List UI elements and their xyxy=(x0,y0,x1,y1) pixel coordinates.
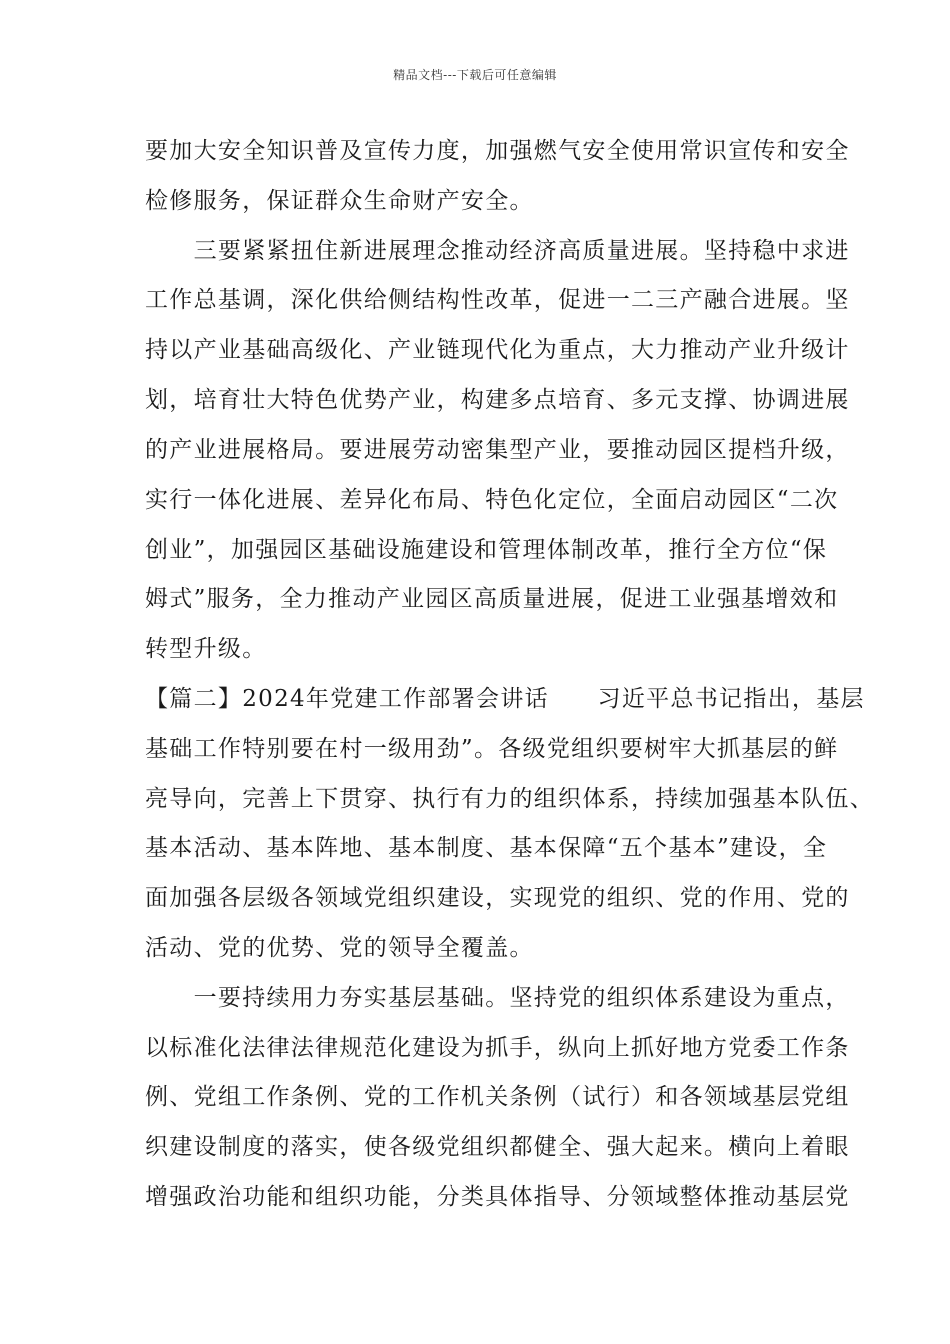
text-line: 姆式”服务，全力推动产业园区高质量进展，促进工业强基增效和 xyxy=(145,586,839,612)
text-line: 的产业进展格局。要进展劳动密集型产业，要推动园区提档升级， xyxy=(145,437,850,463)
text-line: 基本活动、基本阵地、基本制度、基本保障“五个基本”建设，全 xyxy=(145,835,828,861)
text-line: 亮导向，完善上下贯穿、执行有力的组织体系，持续加强基本队伍、 xyxy=(145,786,874,812)
text-line: 转型升级。 xyxy=(145,636,267,662)
text-line: 创业”，加强园区基础设施建设和管理体制改革，推行全方位“保 xyxy=(145,537,828,563)
text-line: 面加强各层级各领域党组织建设，实现党的组织、党的作用、党的 xyxy=(145,885,850,911)
text-line: 织建设制度的落实，使各级党组织都健全、强大起来。横向上着眼 xyxy=(145,1134,850,1160)
text-line: 基础工作特别要在村一级用劲”。各级党组织要树牢大抓基层的鲜 xyxy=(145,736,839,762)
text-line: 增强政治功能和组织功能，分类具体指导、分领域整体推动基层党 xyxy=(145,1184,850,1210)
text-line: 持以产业基础高级化、产业链现代化为重点，大力推动产业升级计 xyxy=(145,337,850,363)
text-line: 划，培育壮大特色优势产业，构建多点培育、多元支撑、协调进展 xyxy=(145,387,850,413)
text-line: 例、党组工作条例、党的工作机关条例（试行）和各领域基层党组 xyxy=(145,1084,850,1110)
text-line: 检修服务，保证群众生命财产安全。 xyxy=(145,188,534,214)
text-line: 工作总基调，深化供给侧结构性改革，促进一二三产融合进展。坚 xyxy=(145,287,850,313)
text-line: 要加大安全知识普及宣传力度，加强燃气安全使用常识宣传和安全 xyxy=(145,138,850,164)
text-line: 三要紧紧扭住新进展理念推动经济高质量进展。坚持稳中求进 xyxy=(145,238,850,264)
text-line: 一要持续用力夯实基层基础。坚持党的组织体系建设为重点， xyxy=(145,985,850,1011)
section-heading-line: 【篇二】2024年党建工作部署会讲话 习近平总书记指出，基层 xyxy=(145,686,865,712)
text-line: 实行一体化进展、差异化布局、特色化定位，全面启动园区“二次 xyxy=(145,487,839,513)
text-line: 活动、党的优势、党的领导全覆盖。 xyxy=(145,935,534,961)
page-header: 精品文档---下载后可任意编辑 xyxy=(393,68,557,82)
text-line: 以标准化法律法律规范化建设为抓手，纵向上抓好地方党委工作条 xyxy=(145,1035,850,1061)
